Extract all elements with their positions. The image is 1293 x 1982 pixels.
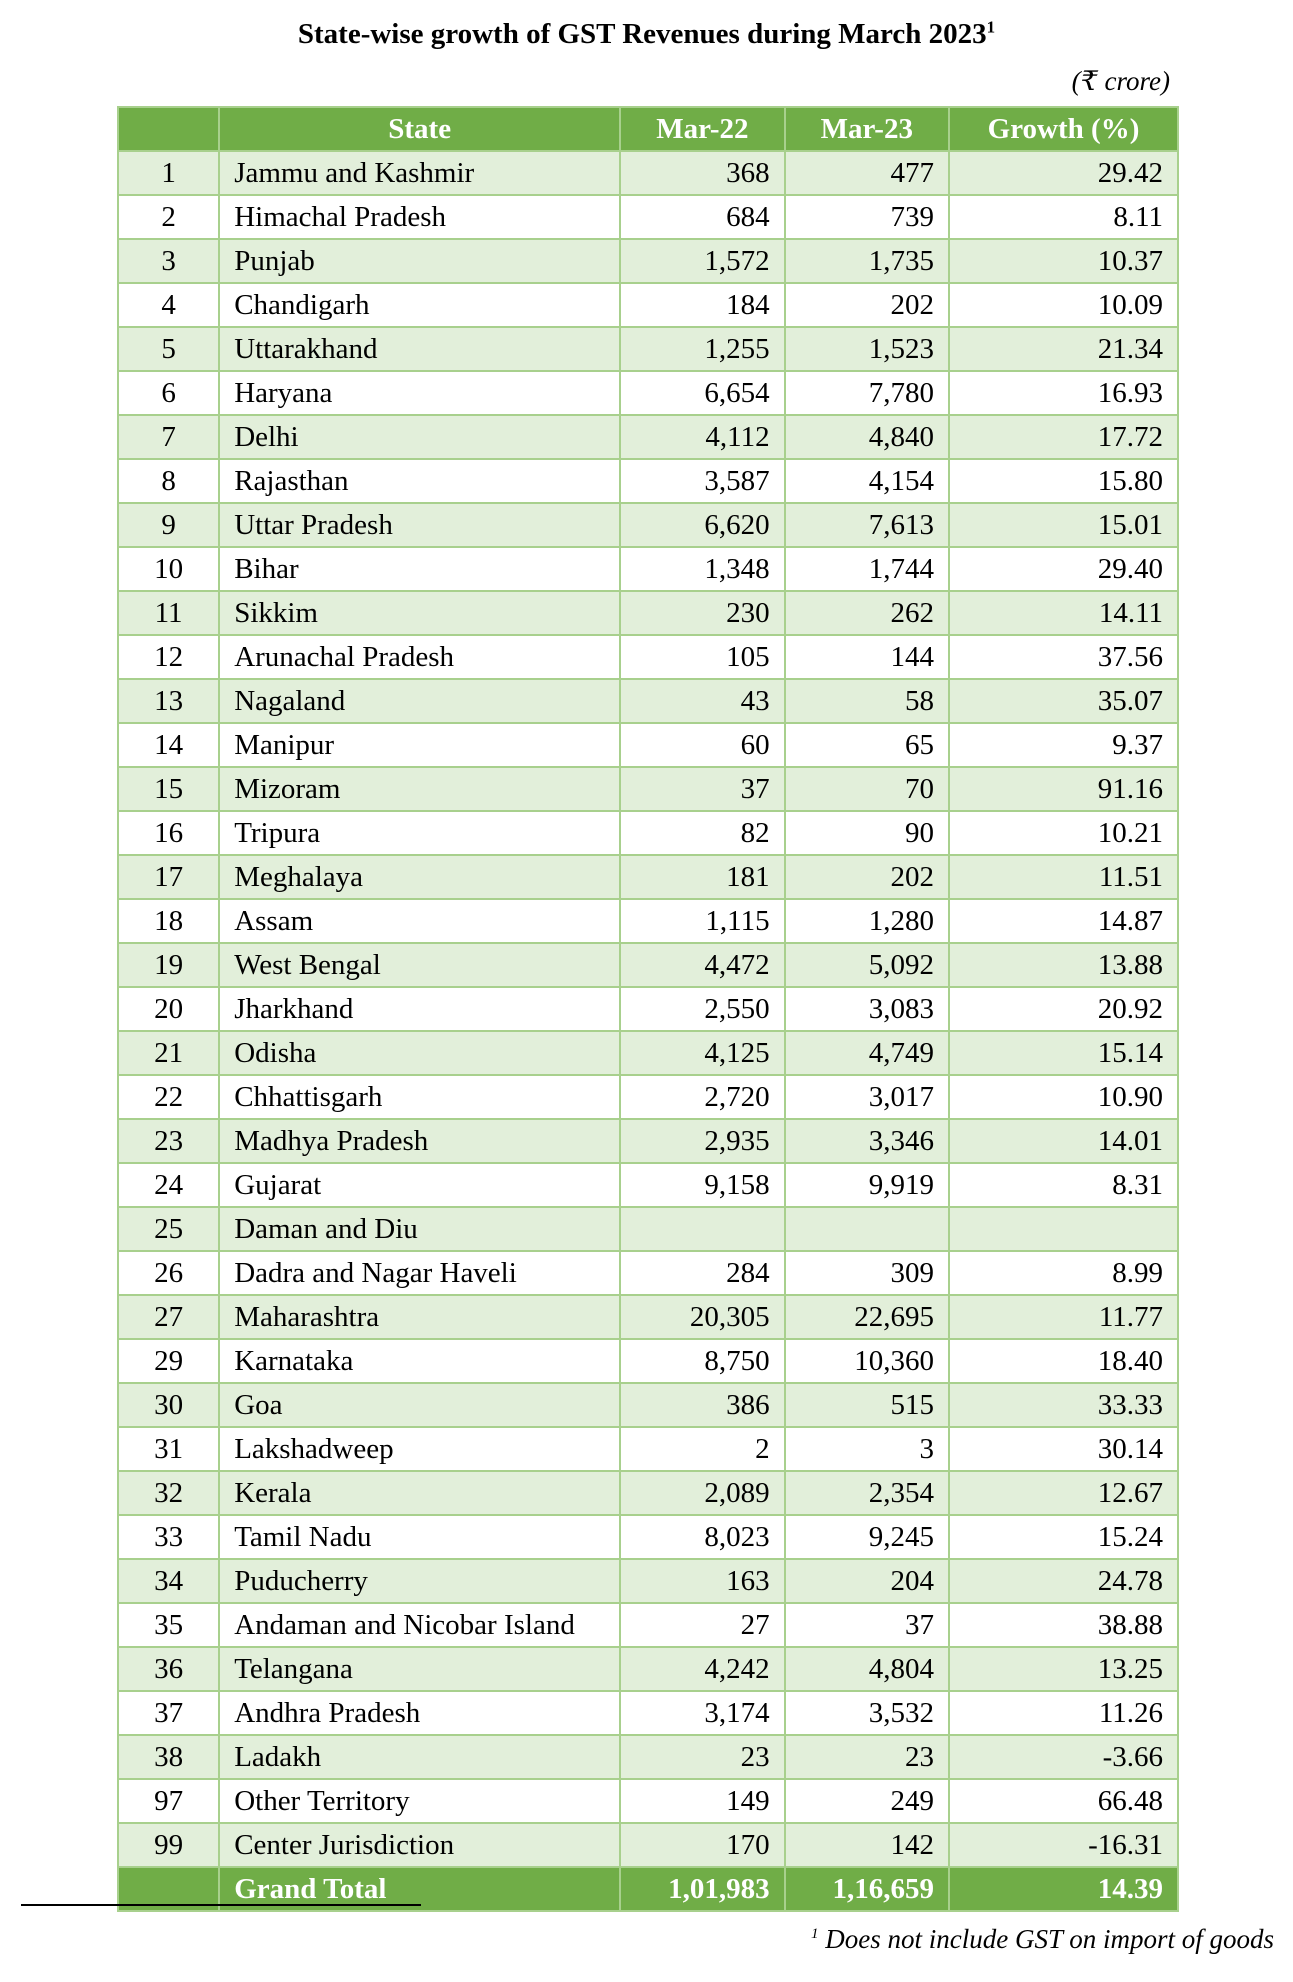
row-growth: 29.42 [949,151,1178,195]
row-serial: 97 [118,1779,219,1823]
row-mar-23: 1,744 [785,547,949,591]
row-serial: 4 [118,283,219,327]
row-mar-23: 58 [785,679,949,723]
table-row [118,1251,1178,1295]
total-growth: 14.39 [949,1867,1178,1911]
row-mar-22: 2,720 [620,1075,784,1119]
row-state: Tripura [219,811,620,855]
row-mar-23: 202 [785,855,949,899]
row-mar-22: 2,550 [620,987,784,1031]
row-mar-22: 23 [620,1735,784,1779]
row-mar-23: 204 [785,1559,949,1603]
table-row [118,1119,1178,1163]
table-row [118,415,1178,459]
row-growth: 8.99 [949,1251,1178,1295]
total-mar-23: 1,16,659 [785,1867,949,1911]
row-mar-22: 181 [620,855,784,899]
row-serial: 3 [118,239,219,283]
row-state: Mizoram [219,767,620,811]
row-mar-22: 82 [620,811,784,855]
row-state: Manipur [219,723,620,767]
row-state: Karnataka [219,1339,620,1383]
table-row [118,899,1178,943]
table-row [118,1735,1178,1779]
row-mar-23: 739 [785,195,949,239]
row-state: Sikkim [219,591,620,635]
row-state: Center Jurisdiction [219,1823,620,1867]
table-row [118,987,1178,1031]
row-state: Gujarat [219,1163,620,1207]
row-mar-22: 105 [620,635,784,679]
row-serial: 15 [118,767,219,811]
row-mar-23: 3,346 [785,1119,949,1163]
row-serial: 20 [118,987,219,1031]
row-mar-23: 90 [785,811,949,855]
table-row [118,239,1178,283]
row-state: Andaman and Nicobar Island [219,1603,620,1647]
row-mar-23: 4,749 [785,1031,949,1075]
row-growth: 20.92 [949,987,1178,1031]
title-footnote-marker: 1 [986,17,996,37]
header-mar-23: Mar-23 [785,107,949,151]
row-mar-22: 60 [620,723,784,767]
row-state: Bihar [219,547,620,591]
row-mar-22: 2,935 [620,1119,784,1163]
row-mar-22: 4,125 [620,1031,784,1075]
row-mar-23: 3,083 [785,987,949,1031]
row-mar-23: 4,804 [785,1647,949,1691]
table-row [118,1515,1178,1559]
total-mar-22: 1,01,983 [620,1867,784,1911]
row-serial: 17 [118,855,219,899]
row-mar-23: 22,695 [785,1295,949,1339]
row-serial: 30 [118,1383,219,1427]
title-text: State-wise growth of GST Revenues during March 2023 [297,18,987,50]
row-serial: 19 [118,943,219,987]
table-row [118,1603,1178,1647]
row-state: Arunachal Pradesh [219,635,620,679]
row-mar-23: 7,613 [785,503,949,547]
header-mar-22: Mar-22 [620,107,784,151]
row-growth: -3.66 [949,1735,1178,1779]
row-mar-23: 9,245 [785,1515,949,1559]
row-serial: 36 [118,1647,219,1691]
row-growth: 35.07 [949,679,1178,723]
row-mar-23: 3 [785,1427,949,1471]
row-growth: 29.40 [949,547,1178,591]
table-header-row [118,107,1178,151]
row-state: Kerala [219,1471,620,1515]
row-mar-23: 142 [785,1823,949,1867]
table-row [118,195,1178,239]
row-mar-22: 27 [620,1603,784,1647]
table-row [118,767,1178,811]
row-growth: 24.78 [949,1559,1178,1603]
row-serial: 18 [118,899,219,943]
row-growth: 15.14 [949,1031,1178,1075]
row-mar-22: 184 [620,283,784,327]
header-growth: Growth (%) [949,107,1178,151]
row-state: Daman and Diu [219,1207,620,1251]
row-state: Jammu and Kashmir [219,151,620,195]
table-row [118,327,1178,371]
header-serial [118,107,219,151]
row-state: Odisha [219,1031,620,1075]
table-row [118,855,1178,899]
row-mar-22: 43 [620,679,784,723]
row-growth: 10.21 [949,811,1178,855]
table-row [118,1207,1178,1251]
table-row [118,503,1178,547]
row-growth: 11.77 [949,1295,1178,1339]
row-mar-23: 4,154 [785,459,949,503]
row-mar-23: 249 [785,1779,949,1823]
row-serial: 2 [118,195,219,239]
row-state: Delhi [219,415,620,459]
row-growth: 10.90 [949,1075,1178,1119]
row-growth: 66.48 [949,1779,1178,1823]
row-mar-22: 9,158 [620,1163,784,1207]
row-mar-22: 20,305 [620,1295,784,1339]
row-mar-22: 37 [620,767,784,811]
row-state: Lakshadweep [219,1427,620,1471]
row-serial: 31 [118,1427,219,1471]
row-mar-22: 1,115 [620,899,784,943]
row-mar-23: 477 [785,151,949,195]
row-mar-23: 70 [785,767,949,811]
row-state: Meghalaya [219,855,620,899]
unit-label: (₹ crore) [1071,66,1170,96]
row-growth: 10.09 [949,283,1178,327]
row-mar-23: 262 [785,591,949,635]
row-state: Chandigarh [219,283,620,327]
row-serial: 23 [118,1119,219,1163]
row-mar-22: 6,620 [620,503,784,547]
row-serial: 1 [118,151,219,195]
row-serial: 38 [118,1735,219,1779]
row-state: Maharashtra [219,1295,620,1339]
row-mar-23: 4,840 [785,415,949,459]
row-state: Nagaland [219,679,620,723]
row-state: Uttarakhand [219,327,620,371]
row-mar-23: 37 [785,1603,949,1647]
row-growth: 15.01 [949,503,1178,547]
row-mar-22: 230 [620,591,784,635]
row-growth: 11.26 [949,1691,1178,1735]
table-row [118,1163,1178,1207]
footnote-marker: 1 [810,1926,819,1942]
row-mar-23: 9,919 [785,1163,949,1207]
row-growth: 10.37 [949,239,1178,283]
row-growth [949,1207,1178,1251]
table-row [118,283,1178,327]
row-mar-22: 3,587 [620,459,784,503]
row-mar-22: 3,174 [620,1691,784,1735]
row-serial: 32 [118,1471,219,1515]
table-row [118,723,1178,767]
row-mar-22: 1,348 [620,547,784,591]
row-growth: 91.16 [949,767,1178,811]
row-growth: 30.14 [949,1427,1178,1471]
row-state: Uttar Pradesh [219,503,620,547]
row-mar-22: 1,255 [620,327,784,371]
row-growth: 16.93 [949,371,1178,415]
row-growth: -16.31 [949,1823,1178,1867]
row-mar-22: 684 [620,195,784,239]
row-mar-23 [785,1207,949,1251]
footnote [811,1924,1274,1955]
row-state: West Bengal [219,943,620,987]
row-state: Chhattisgarh [219,1075,620,1119]
table-row [118,1339,1178,1383]
row-mar-22: 170 [620,1823,784,1867]
table-row [118,1779,1178,1823]
gst-revenue-table [117,106,1179,1912]
row-mar-23: 65 [785,723,949,767]
row-serial: 25 [118,1207,219,1251]
row-mar-22: 2,089 [620,1471,784,1515]
row-mar-22: 4,472 [620,943,784,987]
row-serial: 6 [118,371,219,415]
row-serial: 13 [118,679,219,723]
row-serial: 24 [118,1163,219,1207]
row-mar-23: 10,360 [785,1339,949,1383]
row-mar-22: 284 [620,1251,784,1295]
row-mar-22: 1,572 [620,239,784,283]
row-mar-23: 5,092 [785,943,949,987]
row-state: Himachal Pradesh [219,195,620,239]
table-row [118,943,1178,987]
row-mar-22: 4,242 [620,1647,784,1691]
row-growth: 15.80 [949,459,1178,503]
row-serial: 14 [118,723,219,767]
row-mar-23: 3,017 [785,1075,949,1119]
row-mar-22: 4,112 [620,415,784,459]
row-state: Ladakh [219,1735,620,1779]
page-title [0,18,1293,51]
row-growth: 14.87 [949,899,1178,943]
row-mar-23: 7,780 [785,371,949,415]
row-serial: 9 [118,503,219,547]
footnote-divider [21,1904,421,1906]
row-mar-22: 386 [620,1383,784,1427]
table-row [118,151,1178,195]
row-growth: 8.31 [949,1163,1178,1207]
table-row [118,1427,1178,1471]
row-serial: 99 [118,1823,219,1867]
row-state: Dadra and Nagar Haveli [219,1251,620,1295]
row-growth: 13.88 [949,943,1178,987]
row-serial: 10 [118,547,219,591]
table-row [118,1691,1178,1735]
row-serial: 21 [118,1031,219,1075]
row-state: Madhya Pradesh [219,1119,620,1163]
table-row [118,811,1178,855]
row-mar-22: 163 [620,1559,784,1603]
row-serial: 29 [118,1339,219,1383]
header-state: State [219,107,620,151]
row-growth: 14.11 [949,591,1178,635]
total-label: Grand Total [219,1867,620,1911]
row-mar-23: 1,280 [785,899,949,943]
row-mar-22: 2 [620,1427,784,1471]
row-growth: 17.72 [949,415,1178,459]
table-row [118,1823,1178,1867]
table-row [118,459,1178,503]
row-serial: 22 [118,1075,219,1119]
table-body [118,151,1178,1867]
row-serial: 16 [118,811,219,855]
row-growth: 37.56 [949,635,1178,679]
row-serial: 35 [118,1603,219,1647]
table-row [118,1559,1178,1603]
row-serial: 7 [118,415,219,459]
row-serial: 37 [118,1691,219,1735]
row-state: Punjab [219,239,620,283]
row-serial: 5 [118,327,219,371]
row-growth: 18.40 [949,1339,1178,1383]
row-mar-23: 309 [785,1251,949,1295]
footnote-text: Does not include GST on import of goods [825,1924,1274,1954]
row-serial: 34 [118,1559,219,1603]
row-state: Goa [219,1383,620,1427]
row-mar-22: 6,654 [620,371,784,415]
row-mar-23: 2,354 [785,1471,949,1515]
row-mar-23: 515 [785,1383,949,1427]
table-row [118,547,1178,591]
row-mar-22: 368 [620,151,784,195]
row-state: Tamil Nadu [219,1515,620,1559]
table-row [118,1295,1178,1339]
row-state: Rajasthan [219,459,620,503]
row-serial: 8 [118,459,219,503]
row-mar-23: 23 [785,1735,949,1779]
table-row [118,635,1178,679]
row-mar-22 [620,1207,784,1251]
row-growth: 38.88 [949,1603,1178,1647]
row-serial: 11 [118,591,219,635]
table-row [118,1471,1178,1515]
row-mar-22: 149 [620,1779,784,1823]
row-growth: 13.25 [949,1647,1178,1691]
table-row [118,1383,1178,1427]
row-mar-23: 1,523 [785,327,949,371]
row-mar-22: 8,023 [620,1515,784,1559]
row-growth: 12.67 [949,1471,1178,1515]
row-growth: 21.34 [949,327,1178,371]
row-growth: 9.37 [949,723,1178,767]
row-growth: 14.01 [949,1119,1178,1163]
table-row [118,679,1178,723]
row-state: Haryana [219,371,620,415]
row-serial: 26 [118,1251,219,1295]
row-mar-23: 202 [785,283,949,327]
row-serial: 12 [118,635,219,679]
row-state: Assam [219,899,620,943]
row-state: Puducherry [219,1559,620,1603]
row-mar-23: 3,532 [785,1691,949,1735]
table-row [118,591,1178,635]
row-growth: 33.33 [949,1383,1178,1427]
table-row [118,1031,1178,1075]
row-serial: 33 [118,1515,219,1559]
row-mar-23: 144 [785,635,949,679]
row-mar-22: 8,750 [620,1339,784,1383]
row-state: Andhra Pradesh [219,1691,620,1735]
row-mar-23: 1,735 [785,239,949,283]
table-row [118,371,1178,415]
row-growth: 8.11 [949,195,1178,239]
row-serial: 27 [118,1295,219,1339]
table-row [118,1647,1178,1691]
row-growth: 11.51 [949,855,1178,899]
row-growth: 15.24 [949,1515,1178,1559]
row-state: Jharkhand [219,987,620,1031]
row-state: Telangana [219,1647,620,1691]
row-state: Other Territory [219,1779,620,1823]
table-row [118,1075,1178,1119]
